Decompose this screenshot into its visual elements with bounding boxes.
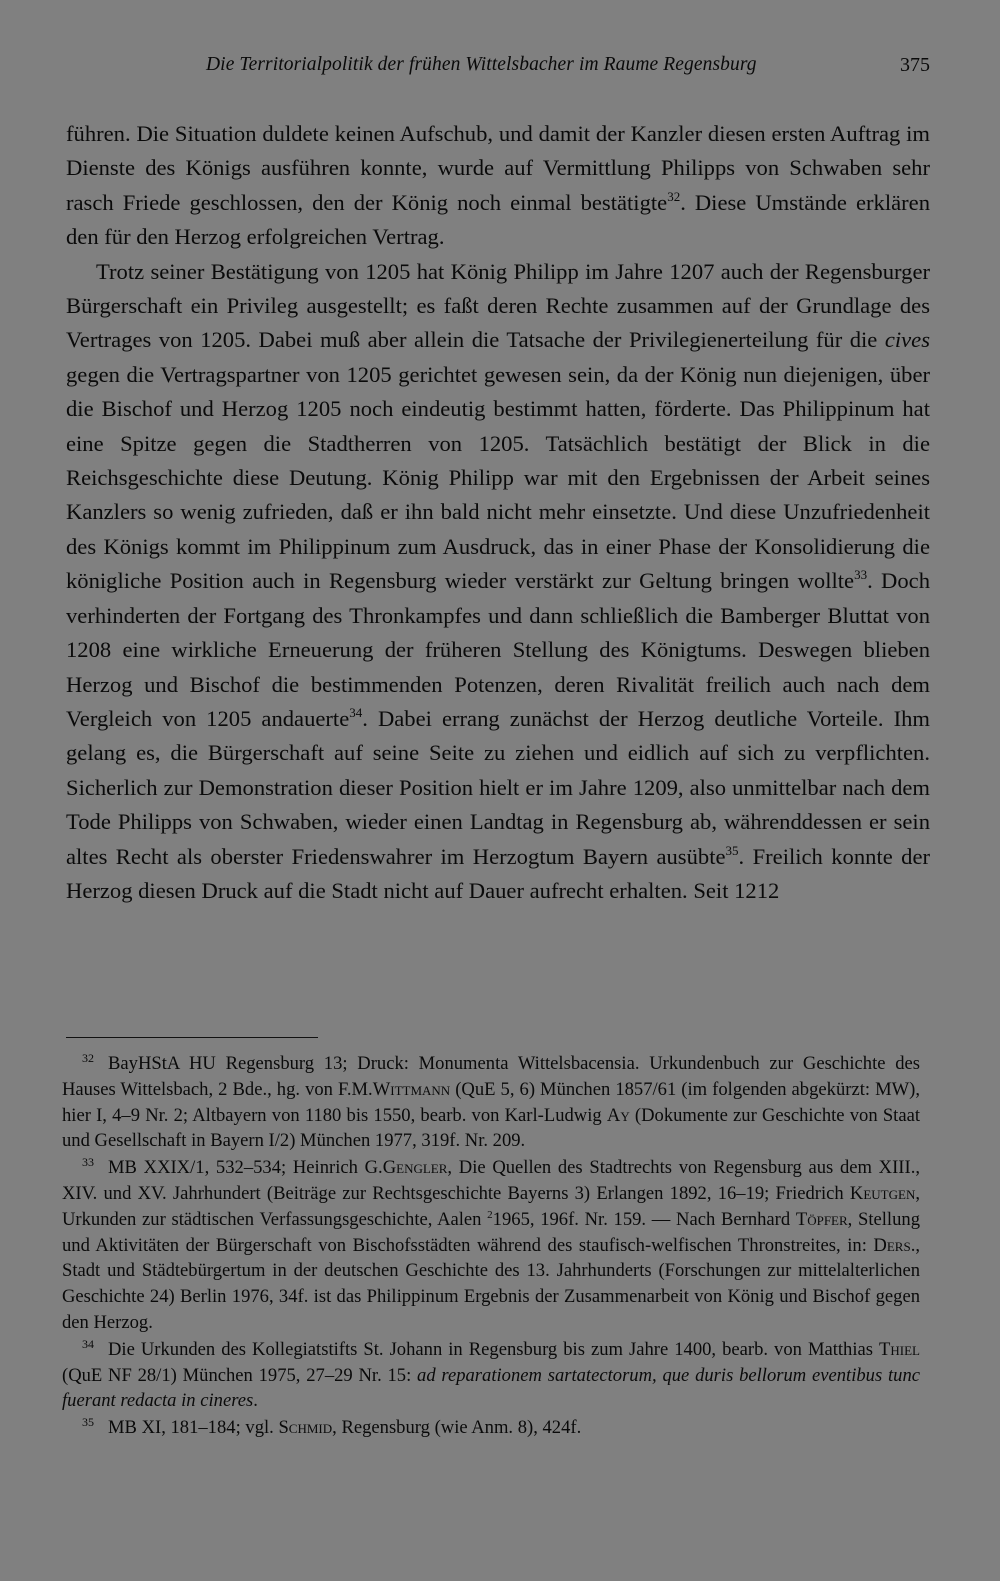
footnote-33-text-f: , Stadt und Städtebürgertum in der deutschen Geschichte des 13. Jahrhunderts (Forschungen zur mittelalterlichen Geschichte 24) Berlin 1976, 34f. ist das Philippinum Ergebnis der Zusammenarbeit von König und Bischof gegen den Herzog. bbox=[62, 1234, 920, 1333]
footnote-32-text-a: BayHStA HU Regensburg 13; Druck: Monumenta Wittelsbacensia. Urkundenbuch zur Geschichte des Hauses Wittelsbach, 2 Bde., hg. von F.M. bbox=[62, 1053, 920, 1100]
footnote-34-text-a: Die Urkunden des Kollegiatstifts St. Johann in Regensburg bis zum Jahre 1400, bearb. von Matthias bbox=[108, 1338, 880, 1360]
footnote-ref-32: 32 bbox=[667, 188, 681, 204]
running-title: Die Territorialpolitik der frühen Wittelsbacher im Raume Regensburg bbox=[206, 54, 757, 75]
footnote-ref-35: 35 bbox=[725, 842, 739, 858]
footnote-33-text-b: , Die Quellen des Stadtrechts von Regensburg aus dem XIII., XIV. und XV. Jahrhundert (Beiträge zur Rechtsgeschichte Bayerns 3) Erlangen 1892, 16–19; Friedrich bbox=[62, 1157, 920, 1204]
footnote-33-text-d: 1965, 196f. Nr. 159. — Nach Bernhard bbox=[492, 1208, 796, 1230]
author-name-ders: Ders. bbox=[873, 1234, 916, 1256]
author-name-gengler: Gengler bbox=[382, 1157, 448, 1179]
paragraph-1 bbox=[66, 117, 930, 255]
footnote-35-text-b: , Regensburg (wie Anm. 8), 424f. bbox=[332, 1417, 582, 1439]
author-name-ay: Ay bbox=[606, 1104, 630, 1126]
footnote-ref-33: 33 bbox=[854, 567, 868, 583]
page-number: 375 bbox=[900, 54, 930, 76]
author-name-wittmann: Wittmann bbox=[372, 1078, 451, 1100]
footnote-34-text-c: . bbox=[253, 1390, 258, 1412]
footnote-mark-35: 35 bbox=[82, 1414, 94, 1429]
footnote-33-text-e: , Stellung und Aktivitäten der Bürgerschaft von Bischofsstädten während des staufisch-welfischen Thronstreites, in: bbox=[62, 1208, 920, 1256]
paragraph-2 bbox=[66, 255, 930, 909]
footnote-35 bbox=[62, 1415, 920, 1441]
footnote-mark-33: 33 bbox=[82, 1155, 94, 1169]
footnote-33-text-c: , Urkunden zur städtischen Verfassungsgeschichte, Aalen bbox=[62, 1182, 920, 1230]
author-name-thiel: Thiel bbox=[879, 1338, 920, 1360]
footnote-34-text-b: (QuE NF 28/1) München 1975, 27–29 Nr. 15: bbox=[62, 1364, 418, 1386]
footnote-mark-32: 32 bbox=[82, 1050, 94, 1065]
paragraph-1-text-b: . Diese Umstände erklären den für den Herzog erfolgreichen Vertrag. bbox=[66, 189, 930, 250]
footnote-35-text-a: MB XI, 181–184; vgl. bbox=[108, 1417, 279, 1439]
footnote-divider bbox=[66, 1037, 318, 1038]
footnote-ref-34: 34 bbox=[349, 704, 363, 720]
italic-term-cives: cives bbox=[884, 327, 930, 353]
footnote-34 bbox=[62, 1337, 920, 1414]
paragraph-2-text-a: Trotz seiner Bestätigung von 1205 hat König Philipp im Jahre 1207 auch der Regensburger Bürgerschaft ein Privileg ausgestellt; es faßt deren Rechte zusammen auf der Grundlage des Vertrages von 1205. Dabei muß aber allein die Tatsache der Privilegienerteilung für die bbox=[66, 258, 930, 353]
paragraph-1-text-a: führen. Die Situation duldete keinen Aufschub, und damit der Kanzler diesen ersten Auftrag im Dienste des Königs ausführen konnte, wurde auf Vermittlung Philipps von Schwaben sehr rasch Friede geschlossen, den der König noch einmal bestätigte bbox=[66, 121, 930, 215]
paragraph-2-text-b: gegen die Vertragspartner von 1205 gerichtet gewesen sein, da der König nun diejenigen, über die Bischof und Herzog 1205 noch eindeutig bestimmt hatten, förderte. Das Philippinum hat eine Spitze gegen die Stadtherren von 1205. Tatsächlich bestätigt der Blick in die Reichsgeschichte diese Deutung. König Philipp war mit den Ergebnissen der Arbeit seines Kanzlers so wenig zufrieden, daß er ihn bald nicht mehr einsetzte. Und diese Unzufriedenheit des Königs kommt im Philippinum zum Ausdruck, das in einer Phase der Konsolidierung die königliche Position auch in Regensburg wieder verstärkt zur Geltung bringen wollte bbox=[66, 361, 930, 594]
edition-mark: 2 bbox=[487, 1208, 493, 1221]
paragraph-2-text-d: . Dabei errang zunächst der Herzog deutliche Vorteile. Ihm gelang es, die Bürgerschaft auf seine Seite zu ziehen und eidlich auf sich zu verpflichten. Sicherlich zur Demonstration dieser Position hielt er im Jahre 1209, also unmittelbar nach dem Tode Philipps von Schwaben, wieder einen Landtag in Regensburg ab, währenddessen er sein altes Recht als oberster Friedenswahrer im Herzogtum Bayern ausübte bbox=[66, 705, 930, 869]
author-name-keutgen: Keutgen bbox=[849, 1182, 916, 1204]
main-text bbox=[66, 117, 930, 908]
footnotes bbox=[62, 1051, 920, 1442]
footnote-32-text-b: (QuE 5, 6) München 1857/61 (im folgenden abgekürzt: MW), hier I, 4–9 Nr. 2; Altbayern von 1180 bis 1550, bearb. von Karl-Ludwig bbox=[62, 1078, 920, 1126]
footnote-32 bbox=[62, 1051, 920, 1154]
footnote-32-text-c: (Dokumente zur Geschichte von Staat und Gesellschaft in Bayern I/2) München 1977, 319f. Nr. 209. bbox=[62, 1104, 920, 1152]
footnote-33 bbox=[62, 1155, 920, 1336]
footnote-33-text-a: MB XXIX/1, 532–534; Heinrich G. bbox=[108, 1157, 383, 1179]
latin-quotation: ad reparationem sartatectorum, que duris bellorum eventibus tunc fuerant redacta in cineres bbox=[62, 1364, 920, 1412]
author-name-toepfer: Töpfer bbox=[795, 1208, 848, 1230]
footnote-mark-34: 34 bbox=[82, 1336, 94, 1351]
paragraph-2-text-e: . Freilich konnte der Herzog diesen Druck auf die Stadt nicht auf Dauer aufrecht erhalten. Seit 1212 bbox=[66, 843, 931, 903]
author-name-schmid: Schmid bbox=[278, 1417, 333, 1439]
paragraph-2-text-c: . Doch verhinderten der Fortgang des Thronkampfes und dann schließlich die Bamberger Bluttat von 1208 eine wirkliche Erneuerung der früheren Stellung des Königtums. Deswegen blieben Herzog und Bischof die bestimmenden Potenzen, deren Rivalität freilich auch nach dem Vergleich von 1205 andauerte bbox=[66, 568, 930, 731]
running-header bbox=[66, 50, 930, 80]
